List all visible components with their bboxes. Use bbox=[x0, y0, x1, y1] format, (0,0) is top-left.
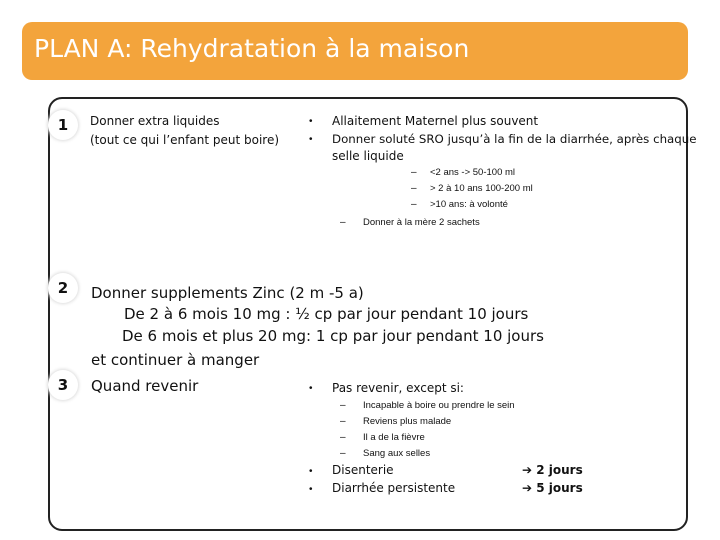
persistent-duration bbox=[522, 481, 583, 495]
title-banner bbox=[22, 22, 688, 80]
bullet-icon: • bbox=[309, 466, 313, 477]
dash-icon: – bbox=[340, 448, 346, 459]
dysentery-duration bbox=[522, 463, 583, 477]
step1-bullet-2: Donner soluté SRO jusqu’à la fin de la diarrhée, après chaque bbox=[332, 132, 697, 146]
arrow-icon: ➔ bbox=[522, 463, 533, 477]
persistent-days: 5 jours bbox=[536, 481, 583, 495]
return-condition-heading: Pas revenir, except si: bbox=[332, 381, 464, 395]
mother-sachets-item: Donner à la mère 2 sachets bbox=[363, 217, 480, 228]
volume-item-3: >10 ans: à volonté bbox=[430, 199, 508, 210]
dash-icon: – bbox=[340, 217, 346, 228]
step1-bullet-1: Allaitement Maternel plus souvent bbox=[332, 114, 539, 128]
step2-line3: De 6 mois et plus 20 mg: 1 cp par jour pendant 10 jours bbox=[122, 327, 544, 345]
dash-icon: – bbox=[340, 432, 346, 443]
dysentery-label: Disenterie bbox=[332, 463, 394, 477]
return-sign-4: Sang aux selles bbox=[363, 448, 431, 459]
step-number-3: 3 bbox=[48, 370, 78, 400]
step1-bullet-2-cont: selle liquide bbox=[332, 149, 404, 163]
dash-icon: – bbox=[340, 416, 346, 427]
dysentery-days: 2 jours bbox=[536, 463, 583, 477]
page-title: PLAN A: Rehydratation à la maison bbox=[34, 34, 470, 63]
dash-icon: – bbox=[411, 167, 417, 178]
step2-line2: De 2 à 6 mois 10 mg : ½ cp par jour pendant 10 jours bbox=[124, 305, 529, 323]
volume-item-2: > 2 à 10 ans 100-200 ml bbox=[430, 183, 533, 194]
step1-line2: (tout ce qui l’enfant peut boire) bbox=[90, 133, 280, 147]
arrow-icon: ➔ bbox=[522, 481, 533, 495]
bullet-icon: • bbox=[309, 484, 313, 495]
dash-icon: – bbox=[411, 183, 417, 194]
step2-line1: Donner supplements Zinc (2 m -5 a) bbox=[91, 284, 364, 302]
step1-line1: Donner extra liquides bbox=[90, 114, 220, 128]
step3-label: Quand revenir bbox=[91, 377, 199, 395]
step2-line4: et continuer à manger bbox=[91, 351, 260, 369]
dash-icon: – bbox=[340, 400, 346, 411]
return-sign-1: Incapable à boire ou prendre le sein bbox=[363, 400, 515, 411]
return-sign-3: Il a de la fièvre bbox=[363, 432, 425, 443]
bullet-icon: • bbox=[309, 134, 313, 145]
bullet-icon: • bbox=[309, 116, 313, 127]
volume-item-1: <2 ans -> 50-100 ml bbox=[430, 167, 516, 178]
dash-icon: – bbox=[411, 199, 417, 210]
step-number-1: 1 bbox=[48, 110, 78, 140]
return-sign-2: Reviens plus malade bbox=[363, 416, 452, 427]
persistent-diarrhea-label: Diarrhée persistente bbox=[332, 481, 456, 495]
step-number-2: 2 bbox=[48, 273, 78, 303]
bullet-icon: • bbox=[309, 383, 313, 394]
